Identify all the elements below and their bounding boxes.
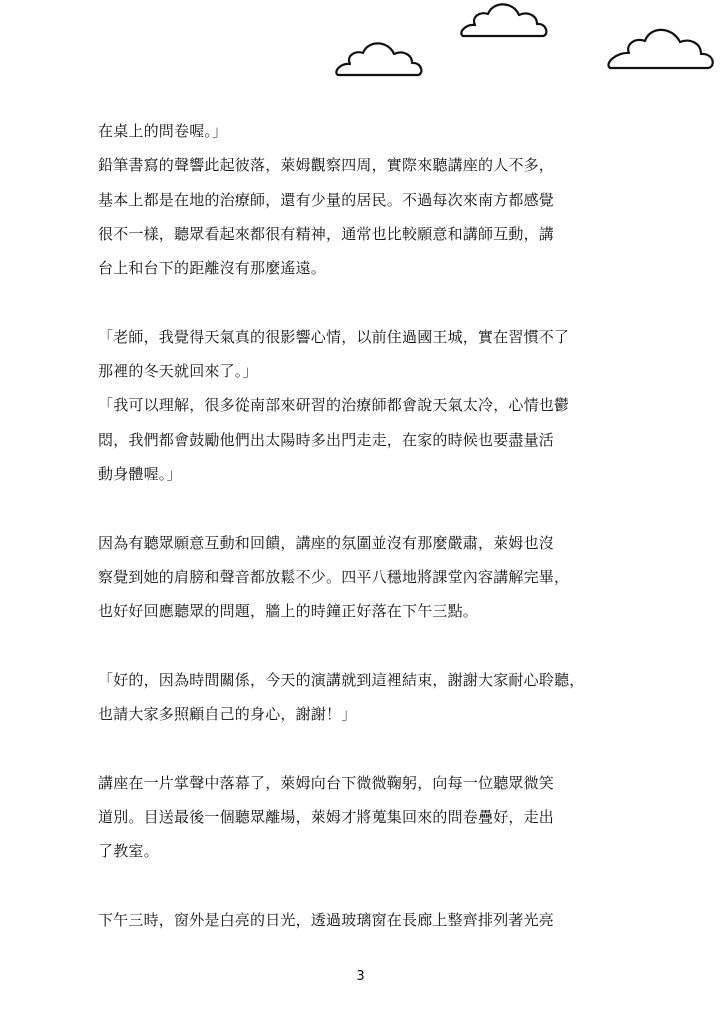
cloud-right-icon <box>608 30 712 68</box>
paragraph-spacer <box>98 491 658 525</box>
text-line: 講座在一片掌聲中落幕了，萊姆向台下微微鞠躬，向每一位聽眾微笑 <box>98 773 555 792</box>
text-line: 台上和台下的距離沒有那麼遙遠。 <box>98 259 327 278</box>
paragraph-8 <box>98 903 658 937</box>
text-line: 也請大家多照顧自己的身心，謝謝！」 <box>98 705 357 724</box>
text-line: 下午三時，窗外是白亮的日光，透過玻璃窗在長廊上整齊排列著光亮 <box>98 910 555 929</box>
text-line: 很不一樣，聽眾看起來都很有精神，通常也比較願意和講師互動，講 <box>98 224 555 243</box>
story-text <box>98 114 658 937</box>
cloud-left-icon <box>336 43 421 75</box>
text-line: 也好好回應聽眾的問題，牆上的時鐘正好落在下午三點。 <box>98 602 479 621</box>
paragraph-3 <box>98 320 658 389</box>
paragraph-6 <box>98 663 658 732</box>
text-line: 「我可以理解，很多從南部來研習的治療師都會說天氣太冷，心情也鬱 <box>98 396 570 415</box>
cloud-middle-icon <box>461 4 546 36</box>
paragraph-1 <box>98 114 658 148</box>
text-line: 在桌上的問卷喔。」 <box>98 122 228 140</box>
text-line: 基本上都是在地的治療師，還有少量的居民。不過每次來南方都感覺 <box>98 190 555 209</box>
text-line: 道別。目送最後一個聽眾離場，萊姆才將蒐集回來的問卷疊好，走出 <box>98 807 555 826</box>
paragraph-spacer <box>98 628 658 662</box>
paragraph-spacer <box>98 731 658 765</box>
text-line: 那裡的冬天就回來了。」 <box>98 362 258 381</box>
text-line: 了教室。 <box>98 842 159 861</box>
paragraph-spacer <box>98 869 658 903</box>
text-line: 「老師，我覺得天氣真的很影響心情，以前住過國王城，實在習慣不了 <box>98 327 570 346</box>
paragraph-spacer <box>98 285 658 319</box>
page-number: 3 <box>356 969 365 984</box>
text-line: 「好的，因為時間關係，今天的演講就到這裡結束，謝謝大家耐心聆聽， <box>98 670 585 689</box>
text-line: 因為有聽眾願意互動和回饋，講座的氛圍並沒有那麼嚴肅，萊姆也沒 <box>98 533 555 552</box>
paragraph-2 <box>98 148 658 285</box>
paragraph-7 <box>98 766 658 869</box>
text-line: 鉛筆書寫的聲響此起彼落，萊姆觀察四周，實際來聽講座的人不多， <box>98 156 555 175</box>
paragraph-5 <box>98 526 658 629</box>
text-line: 悶，我們都會鼓勵他們出太陽時多出門走走，在家的時候也要盡量活 <box>98 430 555 449</box>
text-line: 察覺到她的肩膀和聲音都放鬆不少。四平八穩地將課堂內容講解完畢， <box>98 567 570 586</box>
paragraph-4 <box>98 388 658 491</box>
text-line: 動身體喔。」 <box>98 464 182 483</box>
cloud-decoration <box>0 0 721 90</box>
